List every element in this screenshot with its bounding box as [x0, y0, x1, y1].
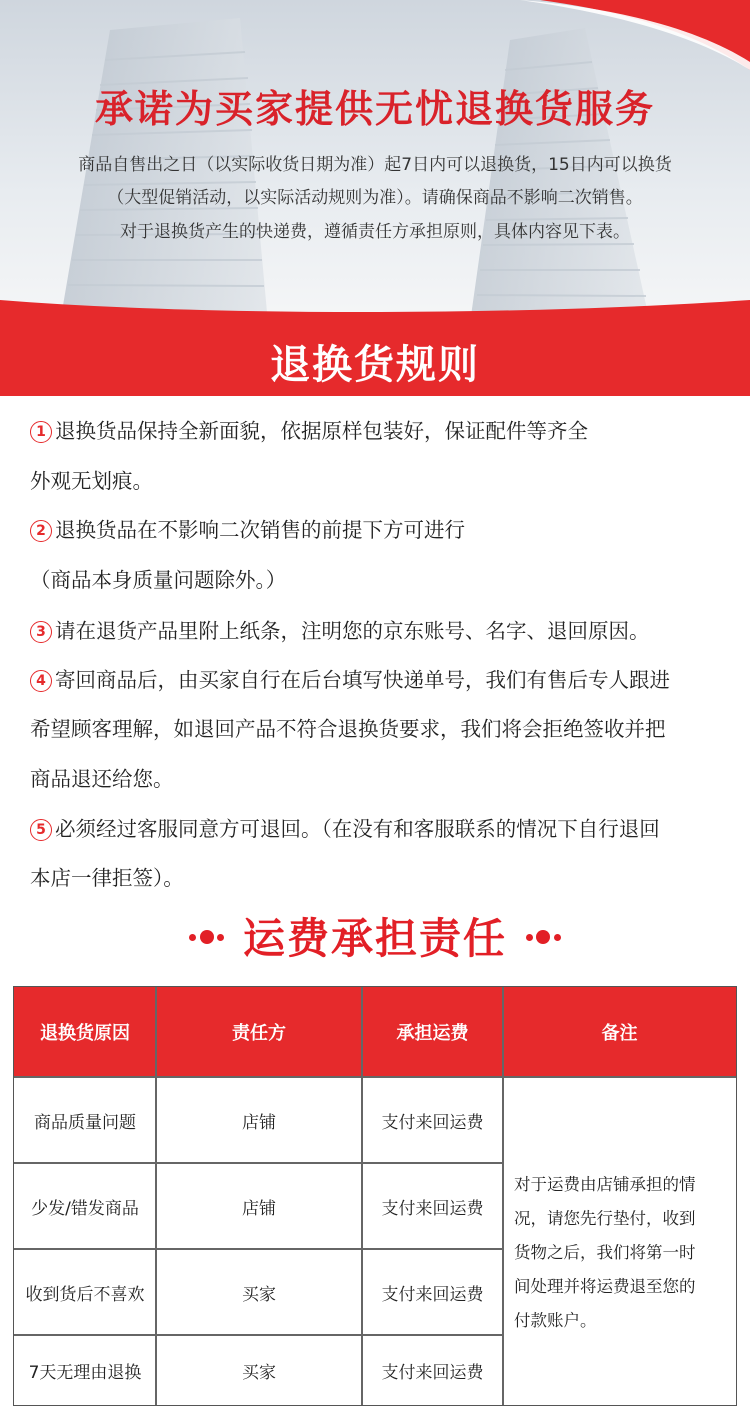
rule-text: 外观无划痕。: [30, 469, 153, 493]
table-divider: [155, 987, 157, 1405]
table-cell-reason: 收到货后不喜欢: [25, 1284, 145, 1305]
table-header-shipping-fee: 承担运费: [362, 987, 503, 1077]
circled-number-2-icon: 2: [30, 520, 52, 542]
circled-number-5-icon: 5: [30, 819, 52, 841]
remarks-line: 货物之后，我们将第一时: [514, 1243, 696, 1262]
table-cell-fee: 支付来回运费: [381, 1284, 484, 1305]
table-cell-reason: 7天无理由退换: [28, 1362, 142, 1383]
table-divider: [502, 987, 504, 1405]
table-cell-remarks: [514, 1168, 724, 1338]
remarks-line: 间处理并将运费退至您的: [514, 1277, 696, 1296]
rule-text: （商品本身质量问题除外。）: [30, 568, 287, 592]
table-header-remarks: 备注: [503, 987, 736, 1077]
rule-text: 商品退还给您。: [30, 767, 174, 791]
shipping-section-heading: [0, 906, 750, 966]
rules-section-title: 退换货规则: [270, 342, 480, 388]
rule-item-1-continued: [30, 464, 153, 494]
table-divider: [361, 987, 363, 1405]
decorative-dots-left-icon: [189, 927, 224, 946]
table-header-responsible-party: 责任方: [156, 987, 362, 1077]
circled-number-3-icon: 3: [30, 621, 52, 643]
rule-item-4-continued-2: [30, 762, 174, 792]
rule-text: 寄回商品后，由买家自行在后台填写快递单号，我们有售后专人跟进: [55, 668, 670, 692]
rule-text: 希望顾客理解，如退回产品不符合退换货要求，我们将会拒绝签收并把: [30, 717, 666, 741]
table-cell-fee: 支付来回运费: [381, 1112, 484, 1133]
rule-item-2: [30, 513, 465, 543]
hero-title: 承诺为买家提供无忧退换货服务: [94, 87, 655, 131]
remarks-line: 况，请您先行垫付，收到: [514, 1209, 696, 1228]
rule-text: 请在退货产品里附上纸条，注明您的京东账号、名字、退回原因。: [55, 619, 650, 643]
rule-item-5: [30, 812, 660, 842]
rule-item-5-continued: [30, 861, 184, 891]
table-header-reason: 退换货原因: [14, 987, 156, 1077]
table-cell-party: 店铺: [242, 1198, 276, 1219]
rule-text: 必须经过客服同意方可退回。（在没有和客服联系的情况下自行退回: [55, 817, 660, 841]
table-cell-reason: 商品质量问题: [34, 1112, 136, 1133]
rules-section-banner: [0, 323, 750, 396]
hero-text-line-1: 商品自售出之日（以实际收货日期为准）起7日内可以退换货，15日内可以换货: [78, 155, 672, 175]
hero-text-line-2: （大型促销活动，以实际活动规则为准）。请确保商品不影响二次销售。: [107, 188, 643, 208]
circled-number-1-icon: 1: [30, 421, 52, 443]
table-cell-party: 买家: [242, 1362, 276, 1383]
rule-text: 本店一律拒签）。: [30, 866, 184, 890]
table-cell-reason: 少发/错发商品: [31, 1198, 139, 1219]
table-cell-party: 买家: [242, 1284, 276, 1305]
table-divider: [14, 1248, 502, 1250]
table-divider: [14, 1334, 502, 1336]
remarks-line: 对于运费由店铺承担的情: [514, 1175, 696, 1194]
shipping-section-title: 运费承担责任: [242, 914, 507, 963]
decorative-dots-right-icon: [526, 927, 561, 946]
hero-banner: [0, 0, 750, 323]
table-divider: [14, 1162, 502, 1164]
table-divider: [14, 1076, 736, 1078]
circled-number-4-icon: 4: [30, 670, 52, 692]
rule-item-1: [30, 414, 588, 444]
rule-item-4: [30, 663, 670, 693]
rule-text: 退换货品保持全新面貌，依据原样包装好，保证配件等齐全: [55, 419, 588, 443]
table-cell-party: 店铺: [242, 1112, 276, 1133]
table-cell-fee: 支付来回运费: [381, 1198, 484, 1219]
rule-text: 退换货品在不影响二次销售的前提下方可进行: [55, 518, 465, 542]
table-cell-fee: 支付来回运费: [381, 1362, 484, 1383]
rule-item-2-continued: [30, 563, 286, 593]
rule-item-4-continued: [30, 712, 666, 742]
hero-text-line-3: 对于退换货产生的快递费，遵循责任方承担原则，具体内容见下表。: [120, 222, 630, 242]
rule-item-3: [30, 614, 650, 644]
remarks-line: 付款账户。: [514, 1311, 597, 1330]
